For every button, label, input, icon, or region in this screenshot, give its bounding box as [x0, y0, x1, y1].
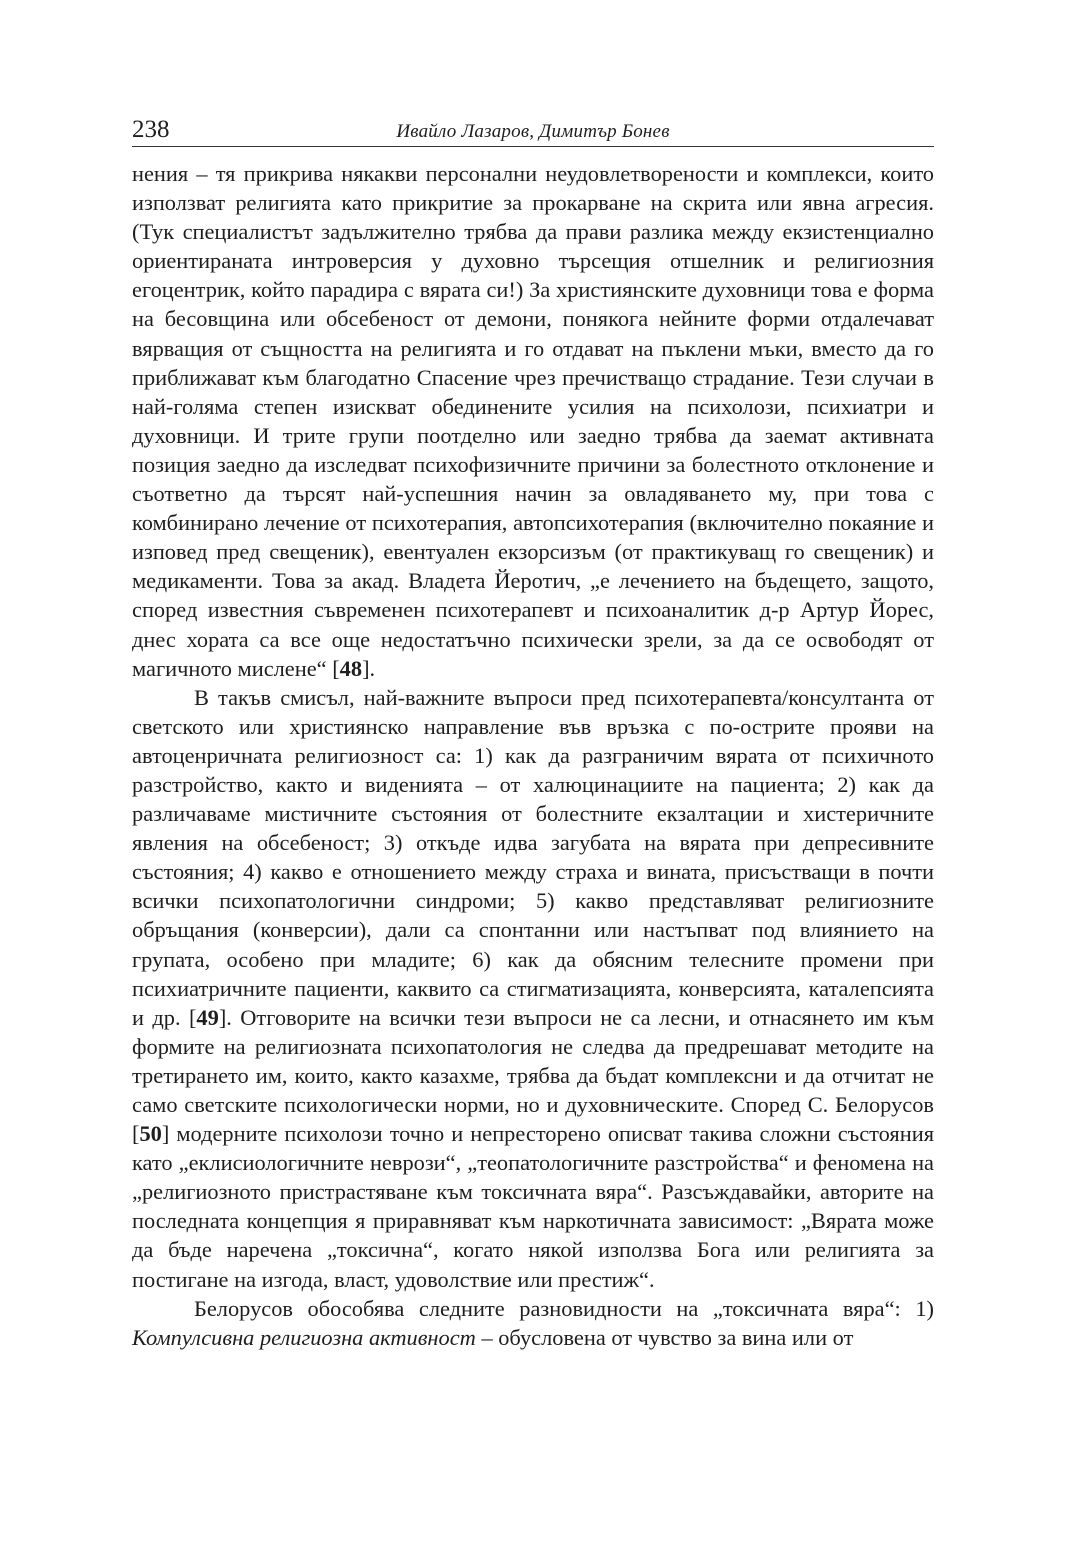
- italic-term: Компулсивна религиозна активност: [132, 1324, 476, 1350]
- paragraph-toxic-faith: [132, 1294, 934, 1352]
- page-number: 238: [132, 116, 170, 143]
- citation-reference: 48: [339, 655, 363, 681]
- running-head: [132, 112, 934, 147]
- paragraph-text: ]. Отговорите на всички тези въпроси не са лесни, и отнасянето им към формите на религиозната психопатология не следва да предрешават методите на третирането им, които, както казахме, трябва да бъдат комплексни и да отчитат не само светските психологически норми, но и духовническите. Според С. Белорусов [: [132, 1004, 934, 1147]
- body-text: [132, 159, 934, 1352]
- paragraph-text: нения – тя прикрива някакви персонални неудовлетворености и комплекси, които използват религията като прикритие за прокарване на скрита или явна агресия. (Тук специалистът задължително трябва да прави разлика между екзистенциално ориентираната интроверсия у духовно търсещия отшелник и религиозния егоцентрик, който парадира с вярата си!) За християнските духовници това е форма на бесовщина или обсебеност от демони, понякога нейните форми отдалечават вярващия от същността на религията и го отдават на пъклени мъки, вместо да го приближават към благодатно Спасение чрез пречистващо страдание. Тези случаи в най-голяма степен изискват обединените усилия на психолози, психиатри и духовници. И трите групи поотделно или заедно трябва да заемат активната позиция заедно да изследват психофизичните причини за болестното отклонение и съответно да търсят най-успешния начин за овладяването му, при това с комбинирано лечение от психотерапия, автопсихотерапия (включително покаяние и изповед пред свещеник), евентуален екзорсизъм (от практикуващ го свещеник) и медикаменти. Това за акад. Владета Йеротич, „е лечението на бъдещето, защото, според известния съвременен психотерапевт и психоаналитик д-р Артур Йорес, днес хората са все още недостатъчно психически зрели, за да се освободят от магичното мислене“ [: [132, 161, 934, 681]
- paragraph-text: В такъв смисъл, най-важните въпроси пред психотерапевта/консултанта от светското или християнско направление във връзка с по-острите прояви на автоценричната религиозност са: 1) как да разграничим вярата от психичното разстройство, както и виденията – от халюцинациите на пациента; 2) как да различаваме мистичните състояния от болестните екзалтации и хистеричните явления на обсебеност; 3) откъде идва загубата на вярата при депресивните състояния; 4) какво е отношението между страха и вината, присъстващи в почти всички психопатологични синдроми; 5) какво представляват религиозните обръщания (конверсии), дали са спонтанни или настъпват под влиянието на групата, особено при младите; 6) как да обясним телесните промени при психиатричните пациенти, каквито са стигматизацията, конверсията, каталепсията и др. [: [132, 684, 934, 1030]
- book-page: [132, 112, 934, 1352]
- citation-reference: 50: [139, 1121, 162, 1147]
- paragraph-text: ] модерните психолози точно и непресторено описват такива сложни състояния като „еклисиологичните неврози“, „теопатологичните разстройства“ и феномена на „религиозното пристрастяване към токсичната вяра“. Разсъждавайки, авторите на последната концепция я приравняват към наркотичната зависимост: „Вярата може да бъде наречена „токсична“, когато някой използва Бога или религията за постигане на изгода, власт, удоволствие или престиж“.: [132, 1121, 934, 1292]
- header-authors: Ивайло Лазаров, Димитър Бонев: [396, 121, 670, 142]
- paragraph-continued: [132, 159, 934, 683]
- paragraph-text: Белорусов обособява следните разновидности на „токсичната вяра“: 1): [194, 1295, 934, 1321]
- paragraph-text: – обусловена от чувство за вина или от: [475, 1324, 854, 1350]
- paragraph-key-questions: [132, 683, 934, 1294]
- paragraph-text: ].: [362, 655, 376, 681]
- citation-reference: 49: [196, 1004, 219, 1030]
